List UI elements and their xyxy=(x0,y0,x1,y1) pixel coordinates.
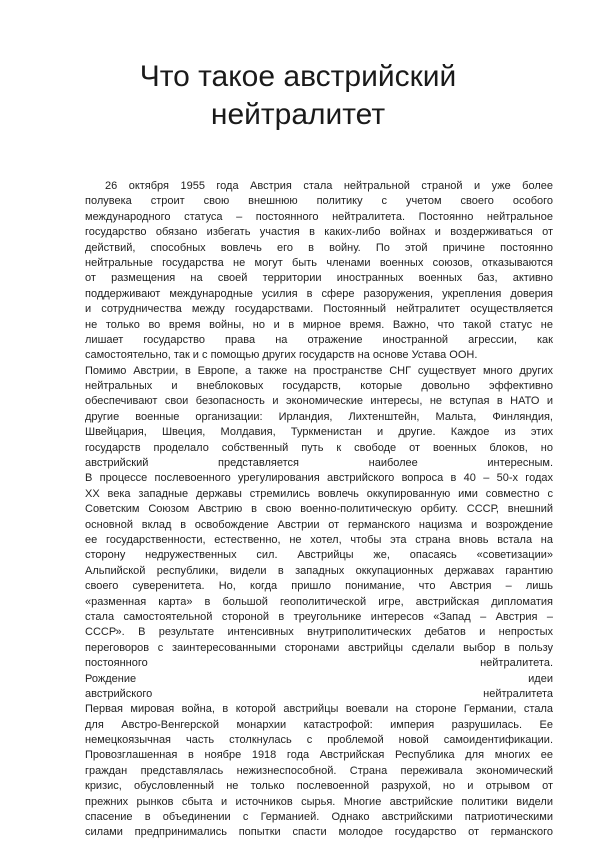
text-line: силами предпринимались попытки спасти молодое государство от германского xyxy=(85,826,553,839)
text-line: основной вклад в освобождение Австрии от германского нацизма и возрождение xyxy=(85,518,553,531)
document-body xyxy=(85,179,553,841)
text-line: лишает государство права на отражение иностранной агрессии, как xyxy=(85,333,553,346)
text-line: действий, способных вовлечь его в войну. По этой причине постоянно xyxy=(85,241,553,254)
text-line: прежних рынков сбыта и источников сырья. Многие австрийские политики видели xyxy=(85,795,553,808)
text-line: переговоров с заинтересованными сторонами австрийцы сделали выбор в пользу xyxy=(85,641,553,654)
text-line: нейтральные государства не могут быть членами военных союзов, отказываются xyxy=(85,256,553,269)
text-line: для Австро-Венгерской монархии катастрофой: империя разрушилась. Ее xyxy=(85,718,553,731)
title-line-1: Что такое австрийский xyxy=(139,60,457,93)
text-line: Советским Союзом Австрию в свою военно-политическую орбиту. СССР, внешний xyxy=(85,503,553,516)
text-line: Провозглашенная в ноябре 1918 года Австрийская Республика для многих ее xyxy=(85,749,553,762)
subheading-line: австрийского нейтралитета xyxy=(85,687,553,700)
text-line: XX века западные державы стремились вовлечь оккупированную ими совместно с xyxy=(85,487,553,500)
text-line: государств проделало собственный путь к свободе от военных блоков, но xyxy=(85,441,553,454)
text-line: международного статуса – постоянного нейтралитета. Постоянно нейтральное xyxy=(85,210,553,223)
text-line: ее государственности, естественно, не хотел, чтобы эта страна вновь встала на xyxy=(85,533,553,546)
text-line: поддерживают международные усилия в сфере разоружения, укрепления доверия xyxy=(85,287,553,300)
text-line: Помимо Австрии, в Европе, а также на пространстве СНГ существует много других xyxy=(85,364,553,377)
text-line: Первая мировая война, в которой австрийцы воевали на стороне Германии, стала xyxy=(85,703,553,716)
text-line: постоянного нейтралитета. xyxy=(85,657,553,670)
text-line: от размещения на своей территории иностранных военных баз, активно xyxy=(85,272,553,285)
text-line: сторону недружественных сил. Австрийцы же, опасаясь «советизации» xyxy=(85,549,553,562)
text-line: «разменная карта» в большой геополитической игре, австрийская дипломатия xyxy=(85,595,553,608)
text-line: спасение в объединении с Германией. Однако австрийскими патриотическими xyxy=(85,811,553,824)
text-line: Альпийской республики, видели в западных оккупационных державах гарантию xyxy=(85,564,553,577)
text-line: кризис, обусловленный не только послевоенной разрухой, но и отрывом от xyxy=(85,780,553,793)
subheading-line: Рождение идеи xyxy=(85,672,553,685)
text-line: государство обязано избегать участия в каких-либо войнах и воздерживаться от xyxy=(85,226,553,239)
text-line: немецкоязычная часть столкнулась с проблемой новой самоидентификации. xyxy=(85,734,553,747)
title-line-2: нейтралитет xyxy=(210,98,386,131)
text-line: своего суверенитета. Но, когда пришло понимание, что Австрия – лишь xyxy=(85,580,553,593)
text-line: и сотрудничества между государствами. Постоянный нейтралитет осуществляется xyxy=(85,303,553,316)
text-line: австрийский представляется наиболее интересным. xyxy=(85,457,553,470)
text-line: граждан представлялась нежизнеспособной. Страна переживала экономический xyxy=(85,764,553,777)
text-line: другие военные организации: Ирландия, Лихтенштейн, Мальта, Финляндия, xyxy=(85,410,553,423)
text-line: полувека строит свою внешнюю политику с учетом своего особого xyxy=(85,195,553,208)
text-line: обеспечивают свои безопасность и экономические интересы, не вступая в НАТО и xyxy=(85,395,553,408)
text-line: стала самостоятельной стороной в треугольнике интересов «Запад – Австрия – xyxy=(85,610,553,623)
text-line: В процессе послевоенного урегулирования австрийского вопроса в 40 – 50-х годах xyxy=(85,472,553,485)
text-line: нейтральных и внеблоковых государств, которые довольно эффективно xyxy=(85,380,553,393)
text-line: не только во время войны, но и в мирное время. Важно, что такой статус не xyxy=(85,318,553,331)
text-line: самостоятельно, так и с помощью других государств на основе Устава ООН. xyxy=(85,349,478,362)
text-line: СССР». В результате интенсивных внутриполитических дебатов и непростых xyxy=(85,626,553,639)
document-title xyxy=(40,58,556,134)
text-line: Швейцария, Швеция, Молдавия, Туркменистан и другие. Каждое из этих xyxy=(85,426,553,439)
text-line: 26 октября 1955 года Австрия стала нейтральной страной и уже более xyxy=(105,180,553,192)
